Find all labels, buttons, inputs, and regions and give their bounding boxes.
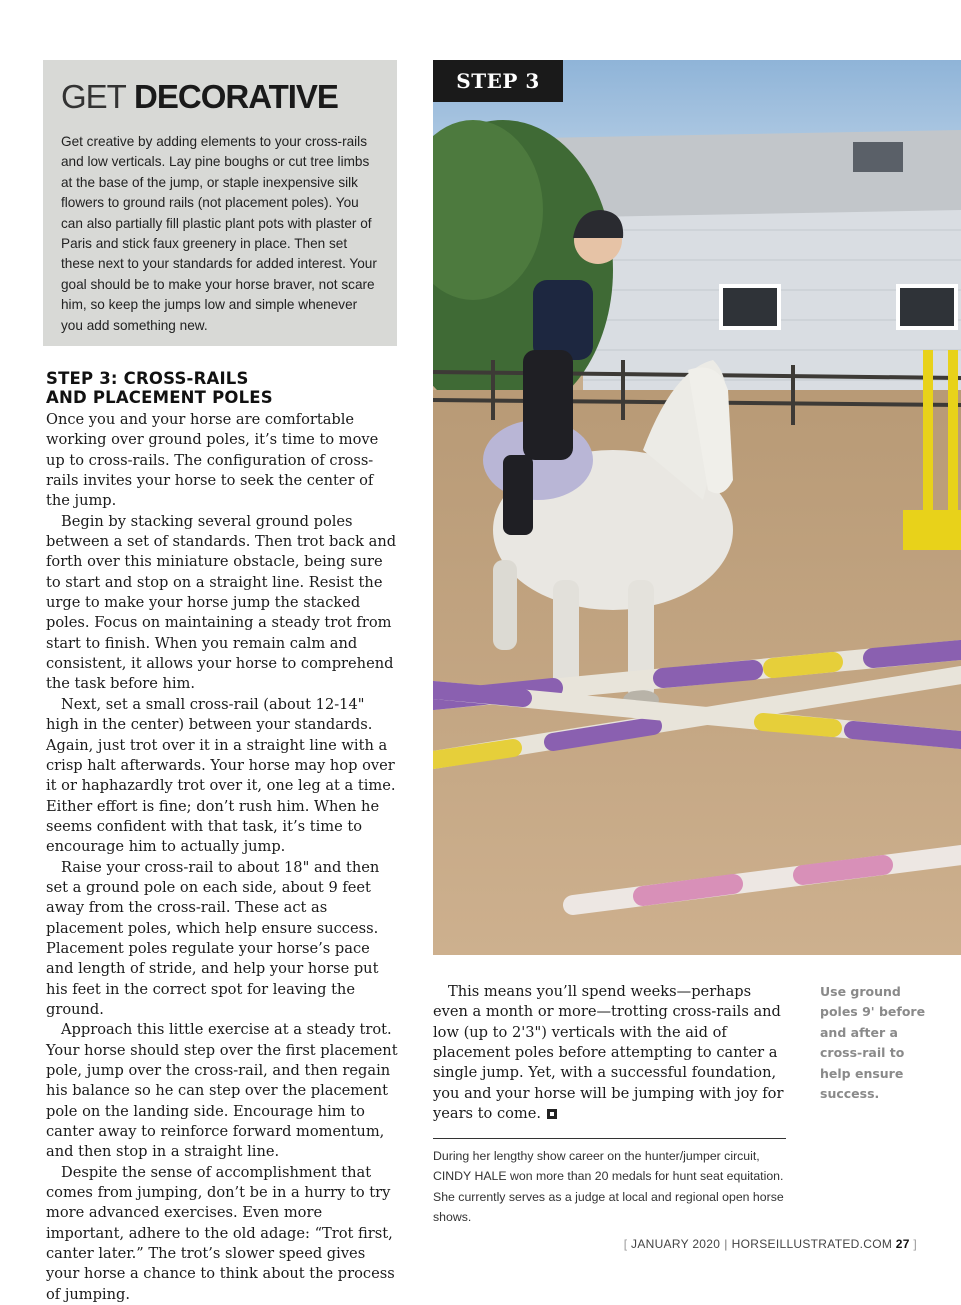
- photo-caption: Use ground poles 9' before and after a cross-rail to help ensure success.: [820, 984, 926, 1102]
- folio-bracket-close: ]: [913, 1237, 917, 1251]
- folio-date: JANUARY 2020: [631, 1237, 721, 1251]
- article-left-column: [46, 369, 398, 1305]
- section-heading-line1: STEP 3: CROSS-RAILS: [46, 369, 249, 388]
- folio-divider: |: [724, 1237, 728, 1251]
- author-name: CINDY HALE: [433, 1169, 507, 1184]
- step-label: STEP 3: [433, 60, 563, 102]
- bio-divider: [433, 1138, 786, 1139]
- photo-illustration: [433, 60, 961, 955]
- bio-text-before: During her lengthy show career on the hunter/jumper circuit,: [433, 1149, 760, 1163]
- paragraph: Despite the sense of accomplishment that comes from jumping, don’t be in a hurry to try more advanced exercises. Even more important, adhere to the old adage: “Trot first, canter later.” The trot’s slower speed gives your horse a chance to think about the process of jumping.: [46, 1163, 395, 1303]
- paragraph: Next, set a small cross-rail (about 12-14" high in the center) between your standards. Again, just trot over it in a straight line with a crisp halt afterwards. Your horse may hop over it or haphazardly trot over it, one leg at a time. Either effort is fine; don’t rush him. When he seems confident with that task, it’s time to encourage him to actually jump.: [46, 695, 396, 856]
- paragraph-text: This means you’ll spend weeks—perhaps even a month or more—trotting cross-rails and low (up to 2'3") verticals with the aid of placement poles before attempting to canter a single jump. Yet, with a successful foundation, you and your horse will be jumping with joy for years to come.: [433, 983, 784, 1123]
- article-middle-column: [433, 982, 788, 1124]
- sidebar-title-light: GET: [61, 78, 126, 115]
- bio-text-after: won more than 20 medals for hunt seat equitation. She currently serves as a judge at local and regional open horse shows.: [433, 1169, 784, 1225]
- folio-bracket-open: [: [623, 1237, 628, 1251]
- roof-vent: [853, 142, 903, 172]
- paragraph: [433, 982, 788, 1124]
- step-3-photo: [433, 60, 961, 955]
- page-folio: [624, 1237, 917, 1251]
- paragraph: Approach this little exercise at a steady trot. Your horse should step over the first placement pole, jump over the cross-rail, and then regain his balance so he can step over the placement pole on the landing side. Encourage him to canter away to reinforce forward momentum, and then stop in a straight line.: [46, 1021, 398, 1161]
- folio-site: HORSEILLUSTRATED.COM: [731, 1237, 893, 1251]
- sidebar-title-bold: DECORATIVE: [134, 78, 338, 115]
- section-heading: [46, 369, 398, 407]
- article-body-continued: [433, 982, 788, 1124]
- barn-window-left: [721, 286, 779, 328]
- paragraph: Raise your cross-rail to about 18" and then set a ground pole on each side, about 9 feet away from the cross-rail. These act as placement poles, which help ensure success. Placement poles regulate your horse’s pace and length of stride, and help your horse put his feet in the correct spot for leaving the ground.: [46, 858, 380, 1018]
- barn-window-right: [898, 286, 956, 328]
- sidebar-body: Get creative by adding elements to your cross-rails and low verticals. Lay pine boughs or cut tree limbs at the base of the jump, or staple inexpensive silk flowers to ground rails (not placement poles). You can also partially fill plastic plant pots with plaster of Paris and stick faux greenery in place. Then set these next to your standards for added interest. Your goal should be to make your horse braver, not scare him, so keep the jumps low and simple whenever you add something new.: [61, 134, 377, 333]
- article-body: [46, 410, 398, 1305]
- author-bio: [433, 1146, 793, 1228]
- paragraph: Once you and your horse are comfortable working over ground poles, it’s time to move up to cross-rails. The configuration of cross-rails invites your horse to seek the center of the jump.: [46, 411, 379, 510]
- sidebar-title: [61, 78, 379, 116]
- page-number: 27: [895, 1237, 910, 1251]
- end-mark-icon: [547, 1109, 557, 1119]
- sidebar-box: [43, 60, 397, 346]
- paragraph: Begin by stacking several ground poles between a set of standards. Then trot back and forth over this miniature obstacle, being sure to start and stop on a straight line. Resist the urge to make your horse jump the stacked poles. Focus on maintaining a steady trot from start to finish. When you remain calm and consistent, it allows your horse to comprehend the task before him.: [46, 512, 397, 693]
- section-heading-line2: AND PLACEMENT POLES: [46, 388, 273, 407]
